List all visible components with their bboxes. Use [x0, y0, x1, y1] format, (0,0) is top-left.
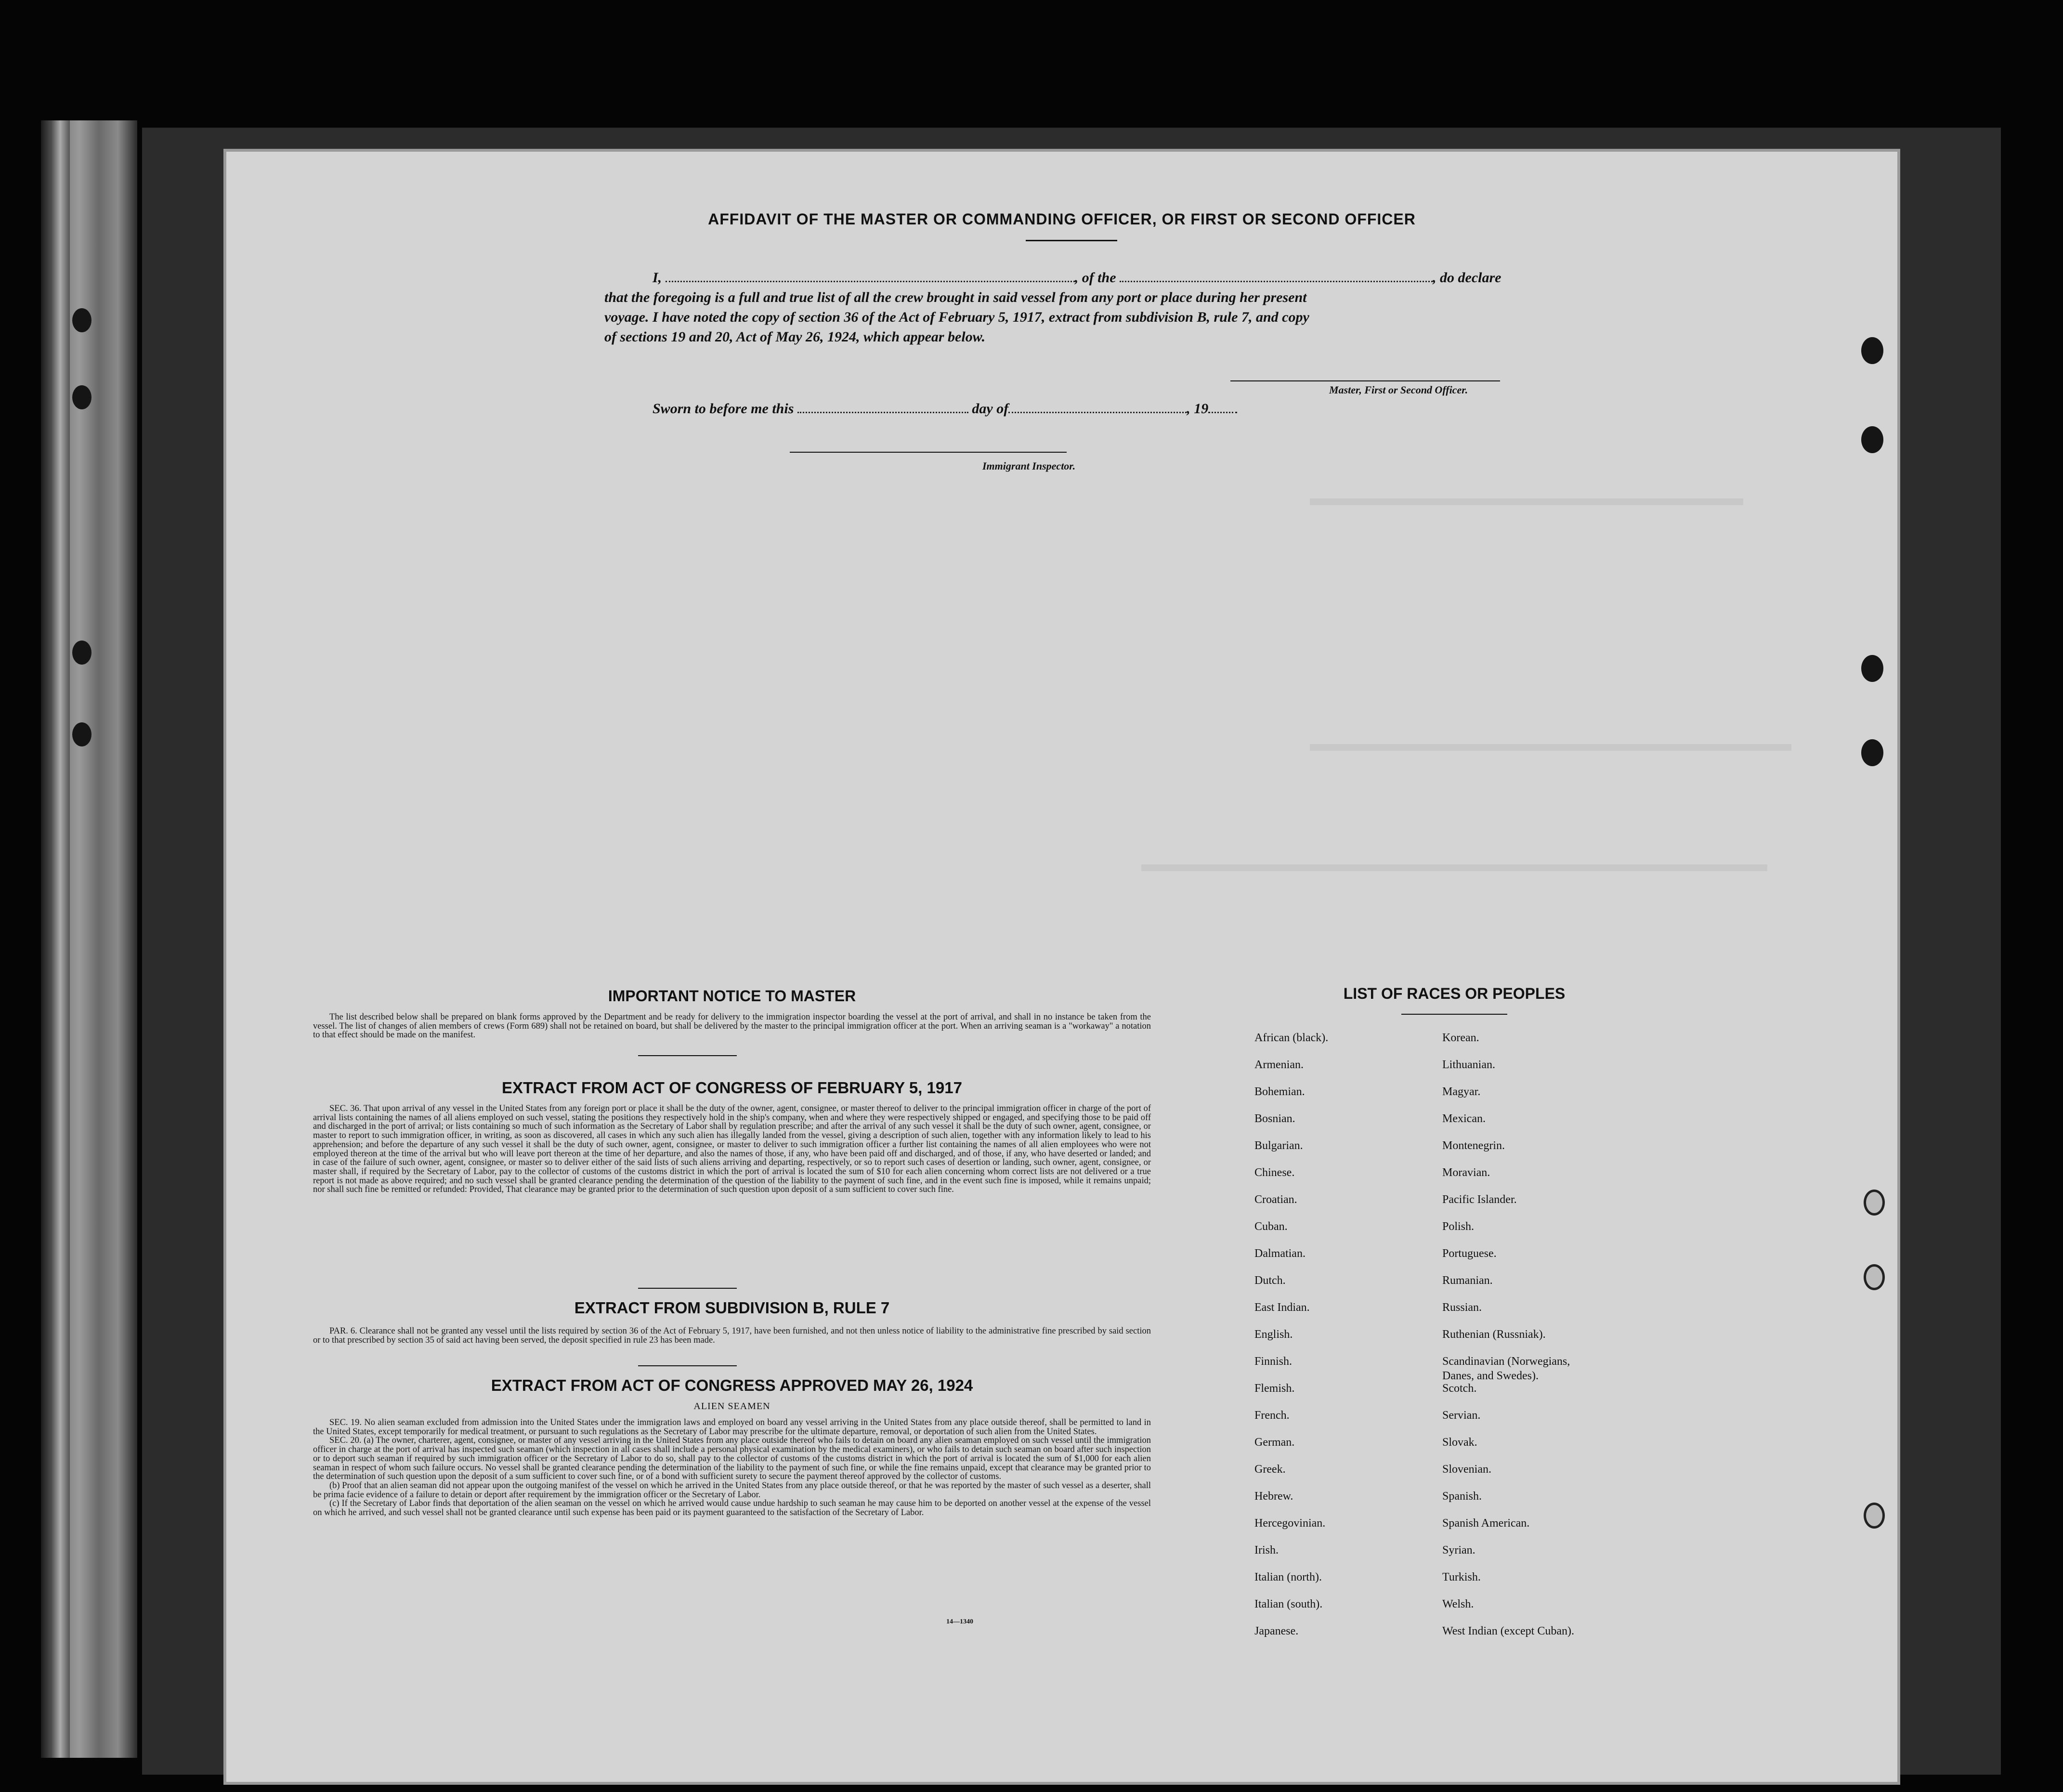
race-item: Italian (north).	[1254, 1571, 1322, 1583]
race-item: Syrian.	[1442, 1544, 1475, 1557]
affidavit-line-2: that the foregoing is a full and true list of all the crew brought in said vessel from any port or place during her present	[604, 289, 1307, 305]
binder-hole	[1861, 337, 1883, 364]
section-divider	[638, 1055, 737, 1056]
extract-1924-text	[313, 1418, 1151, 1517]
race-item: Chinese.	[1254, 1166, 1295, 1179]
extract-1917-text	[313, 1104, 1151, 1194]
race-item: Slovak.	[1442, 1436, 1477, 1449]
race-item: Italian (south).	[1254, 1598, 1323, 1610]
document-page	[226, 152, 1897, 1782]
race-item: East Indian.	[1254, 1301, 1310, 1314]
binder-hole	[1864, 1190, 1885, 1216]
race-item: Russian.	[1442, 1301, 1482, 1314]
title-rule	[1026, 240, 1117, 241]
race-item: Spanish American.	[1442, 1517, 1530, 1530]
par-6-paragraph: PAR. 6. Clearance shall not be granted any vessel until the lists required by section 36 of the Act of February 5, 1917, have been furnished, and not then unless notice of liability to the administrative fine prescribed by said section or to that prescribed by section 35 of said act having been served, the deposit specified in rule 23 has been made.	[313, 1326, 1151, 1345]
strip-hole	[72, 641, 91, 665]
master-label: Master, First or Second Officer.	[1329, 384, 1468, 396]
race-item: Ruthenian (Russniak).	[1442, 1328, 1546, 1341]
race-item: Scotch.	[1442, 1382, 1477, 1395]
section-divider	[638, 1288, 737, 1289]
affidavit-line1-prefix: I,	[653, 270, 662, 286]
inspector-label: Immigrant Inspector.	[982, 460, 1076, 472]
rule-7-title: EXTRACT FROM SUBDIVISION B, RULE 7	[574, 1299, 890, 1317]
race-item: Greek.	[1254, 1463, 1286, 1476]
race-item: Slovenian.	[1442, 1463, 1491, 1476]
affidavit-line-4: of sections 19 and 20, Act of May 26, 1924, which appear below.	[604, 329, 986, 345]
race-item: Portuguese.	[1442, 1247, 1497, 1260]
race-item: Montenegrin.	[1442, 1139, 1505, 1152]
race-item: Croatian.	[1254, 1193, 1297, 1206]
race-item: Hebrew.	[1254, 1490, 1293, 1503]
race-item: Mexican.	[1442, 1112, 1486, 1125]
race-item: Spanish.	[1442, 1490, 1482, 1503]
rule-7-text	[313, 1327, 1151, 1345]
section-36-paragraph: SEC. 36. That upon arrival of any vessel in the United States from any foreign port or place it shall be the duty of the owner, agent, consignee, or master thereof to deliver to the principal immigration officer in charge of the port of arrival lists containing the names of all aliens employed on such vessel, stating the positions they respectively hold in the ship's company, when and where they were respectively shipped or engaged, and specifying those to be paid off and discharged in the port of arrival; or lists containing so much of such information as the Secretary of Labor shall by regulation prescribe; and after the arrival of any such vessel it shall be the duty of such owner, agent, consignee, or master to report to such immigration officer, in writing, as soon as discovered, all cases in which any such alien has illegally landed from the vessel, giving a description of such alien, together with any information likely to lead to his apprehension; and before the departure of any such vessel it shall be the duty of such owner, agent, consignee, or master to deliver to such immigration officer a further list containing the names of all alien employees who were not employed thereon at the time of the arrival but who will leave port thereon at the time of her departure, and also the names of those, if any, who have been paid off and discharged, and of those, if any, who have deserted or landed; and in case of the failure of such owner, agent, consignee, or master so to deliver either of the said lists of such aliens arriving and departing, respectively, or so to report such cases of desertion or landing, such owner, agent, consignee, or master shall, if required by the Secretary of Labor, pay to the collector of customs of the customs district in which the port of arrival is located the sum of $10 for each alien concerning whom correct lists are not delivered or a true report is not made as above required; and no such vessel shall be granted clearance pending the determination of the question of the liability to the payment of such fine, and in the event such fine is imposed, while it remains unpaid; nor shall such fine be remitted or refunded: Provided, That clearance may be granted prior to the determination of such question upon deposit of a sum sufficient to cover such fine.	[313, 1104, 1151, 1195]
race-item: Hercegovinian.	[1254, 1517, 1326, 1530]
race-item: Scandinavian (Norwegians, Danes, and Swedes).	[1442, 1355, 1570, 1382]
races-title: LIST OF RACES OR PEOPLES	[1343, 985, 1566, 1002]
sec-20b-paragraph: (b) Proof that an alien seaman did not appear upon the outgoing manifest of the vessel on which he arrived in the United States from any place outside thereof, or that he was reported by the master of such vessel as a deserter, shall be prima facie evidence of a failure to detain or deport after requirement by the immigration officer or the Secretary of Labor.	[313, 1480, 1151, 1500]
sworn-mid: day of	[972, 401, 1009, 417]
sworn-day-blank[interactable]	[797, 402, 968, 413]
race-item: Bulgarian.	[1254, 1139, 1303, 1152]
race-item: Flemish.	[1254, 1382, 1295, 1395]
race-item: Bohemian.	[1254, 1086, 1305, 1098]
races-column-2	[1442, 1031, 1673, 1651]
race-item: Welsh.	[1442, 1598, 1474, 1610]
race-item: Servian.	[1442, 1409, 1481, 1422]
notice-paragraph: The list described below shall be prepared on blank forms approved by the Department and be ready for delivery to the immigration inspector boarding the vessel at the port of arrival, and shall in no instance be taken from the vessel. The list of changes of alien members of crews (Form 689) shall not be retained on board, but shall be delivered by the master to the principal immigration officer at the port. When an arriving seaman is a "workaway" a notation to that effect should be made on the manifest.	[313, 1012, 1151, 1040]
race-item: English.	[1254, 1328, 1293, 1341]
notice-text	[313, 1013, 1151, 1040]
notice-title: IMPORTANT NOTICE TO MASTER	[608, 987, 856, 1005]
race-item: Dalmatian.	[1254, 1247, 1306, 1260]
race-item: French.	[1254, 1409, 1290, 1422]
race-item: Rumanian.	[1442, 1274, 1493, 1287]
sworn-month-blank[interactable]	[1008, 402, 1187, 413]
race-item: Finnish.	[1254, 1355, 1293, 1368]
race-item: Korean.	[1442, 1032, 1479, 1044]
binder-hole	[1864, 1503, 1885, 1529]
sworn-year-blank[interactable]	[1208, 402, 1237, 413]
sec-20a-paragraph: SEC. 20. (a) The owner, charterer, agent, consignee, or master of any vessel arriving in the United States from any place outside thereof who fails to detain on board any alien seaman employed on such vessel until the immigration officer in charge at the port of arrival has inspected such seaman (which inspection in all cases shall include a personal physical examination by the medical examiners), or who fails to detain such seaman on board after such inspection or to deport such seaman if required by such immigration officer or the Secretary of Labor to do so, shall pay to the collector of customs of the customs district in which the port of arrival is located the sum of $1,000 for each alien seaman in respect of whom such failure occurs. No vessel shall be granted clearance pending the determination of the liability to the payment of such fine, or while the fine remains unpaid, except that clearance may be granted prior to the determination of such question upon the deposit of a sum sufficient to cover such fine, or of a bond with sufficient surety to secure the payment thereof approved by the collector of customs.	[313, 1436, 1151, 1482]
sworn-line	[653, 401, 1237, 417]
affidavit-line1-end: , do declare	[1433, 270, 1502, 286]
binder-hole	[1861, 426, 1883, 453]
sworn-prefix: Sworn to before me this	[653, 401, 794, 417]
affidavit-line-1	[653, 270, 1501, 286]
affidavit-title: AFFIDAVIT OF THE MASTER OR COMMANDING OFFICER, OR FIRST OR SECOND OFFICER	[708, 210, 1416, 228]
sec-20c-paragraph: (c) If the Secretary of Labor finds that deportation of the alien seaman on the vessel on which he arrived would cause undue hardship to such seaman he may cause him to be deported on another vessel at the expense of the vessel on which he arrived, and such vessel shall not be granted clearance until such expense has been paid or its payment guaranteed to the satisfaction of the Secretary of Labor.	[313, 1499, 1151, 1518]
vessel-blank[interactable]	[1120, 271, 1433, 282]
race-item: African (black).	[1254, 1032, 1329, 1044]
race-item: Lithuanian.	[1442, 1059, 1495, 1071]
form-number: 14—1340	[946, 1618, 973, 1625]
master-signature-line[interactable]	[1230, 380, 1500, 381]
sworn-year-label: , 19	[1187, 401, 1209, 417]
race-item: Japanese.	[1254, 1625, 1299, 1637]
section-divider	[638, 1365, 737, 1366]
inspector-signature-line[interactable]	[790, 452, 1067, 453]
races-title-rule	[1401, 1014, 1507, 1015]
strip-hole	[72, 308, 91, 332]
binder-hole	[1861, 739, 1883, 766]
race-item: Irish.	[1254, 1544, 1279, 1557]
affidavit-line-3: voyage. I have noted the copy of section 36 of the Act of February 5, 1917, extract from subdivision B, rule 7, and copy	[604, 309, 1309, 325]
races-column-1	[1254, 1031, 1437, 1651]
name-blank[interactable]	[666, 271, 1075, 282]
binder-hole	[1864, 1264, 1885, 1290]
strip-hole	[72, 722, 91, 746]
race-item: Polish.	[1442, 1220, 1475, 1233]
extract-1924-title: EXTRACT FROM ACT OF CONGRESS APPROVED MAY 26, 1924	[491, 1376, 973, 1394]
race-item: Moravian.	[1442, 1166, 1490, 1179]
race-item: Armenian.	[1254, 1059, 1304, 1071]
race-item: Pacific Islander.	[1442, 1193, 1517, 1206]
extract-1917-title: EXTRACT FROM ACT OF CONGRESS OF FEBRUARY 5, 1917	[502, 1079, 962, 1097]
sec-19-paragraph: SEC. 19. No alien seaman excluded from admission into the United States under the immigration laws and employed on board any vessel arriving in the United States from any place outside thereof, shall be permitted to land in the United States, except temporarily for medical treatment, or pursuant to such regulations as the Secretary of Labor may prescribe for the ultimate departure, removal, or deportation of such alien from the United States.	[313, 1418, 1151, 1437]
race-item: Dutch.	[1254, 1274, 1286, 1287]
strip-hole	[72, 385, 91, 409]
race-item: Cuban.	[1254, 1220, 1288, 1233]
race-item: West Indian (except Cuban).	[1442, 1625, 1574, 1637]
race-item: Bosnian.	[1254, 1112, 1295, 1125]
race-item: Turkish.	[1442, 1571, 1481, 1583]
binder-hole	[1861, 655, 1883, 682]
race-item: Magyar.	[1442, 1086, 1481, 1098]
race-item: German.	[1254, 1436, 1295, 1449]
alien-seamen-subtitle: ALIEN SEAMEN	[693, 1401, 770, 1412]
affidavit-line1-mid: , of the	[1074, 270, 1116, 286]
binder-strip	[41, 120, 137, 1758]
